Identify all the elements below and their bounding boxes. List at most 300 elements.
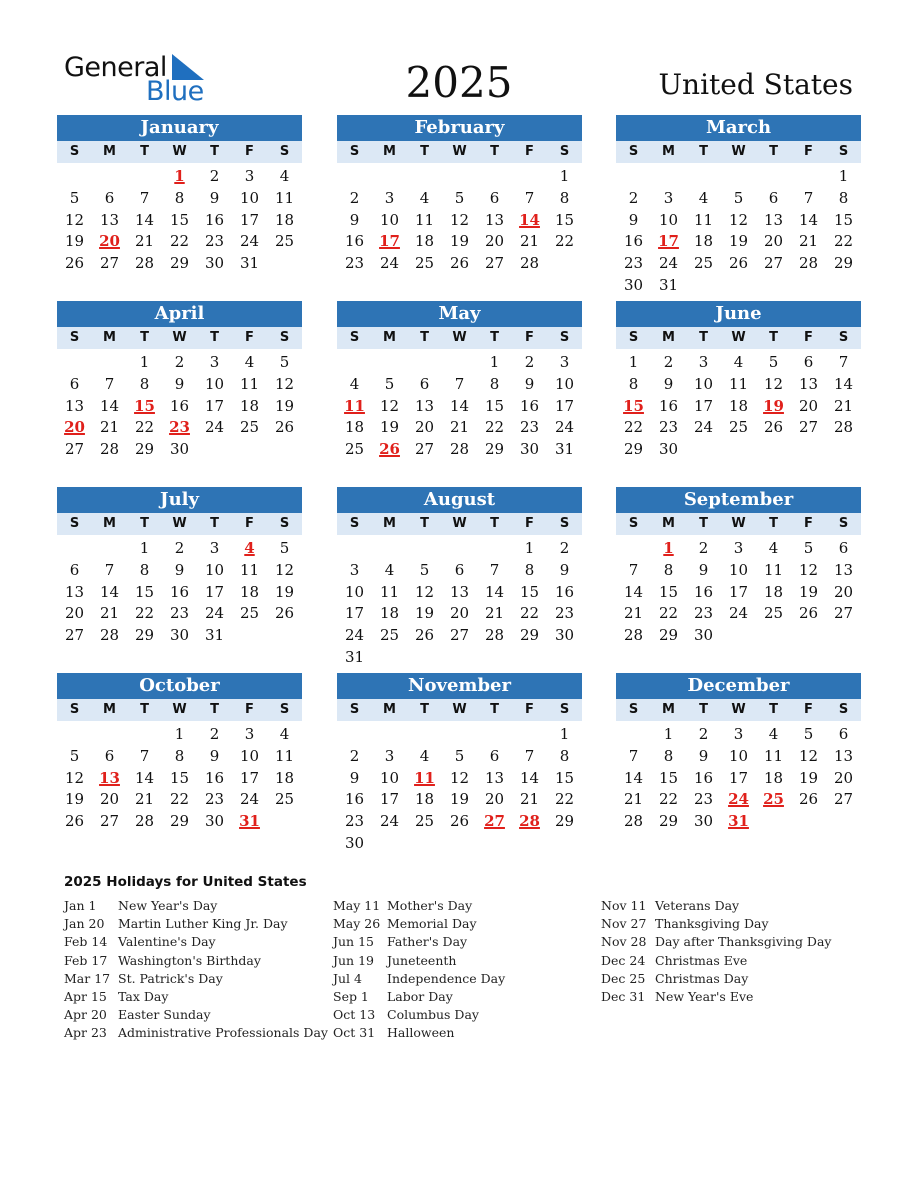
calendar-date: 4 bbox=[768, 725, 779, 743]
calendar-date: 22 bbox=[658, 604, 679, 623]
calendar-date: 8 bbox=[174, 188, 185, 207]
calendar-date: 11 bbox=[693, 210, 714, 229]
empty-cell bbox=[92, 166, 127, 188]
calendar-date: 9 bbox=[628, 210, 639, 229]
holiday-row bbox=[64, 1006, 328, 1024]
calendar-date: 17 bbox=[239, 768, 260, 787]
calendar-date: 8 bbox=[663, 746, 674, 765]
calendar-date: 3 bbox=[663, 188, 674, 207]
calendar-date: 11 bbox=[239, 560, 260, 579]
calendar-date: 23 bbox=[623, 254, 644, 273]
calendar-date: 29 bbox=[169, 812, 190, 831]
holiday-name: Washington's Birthday bbox=[118, 952, 261, 968]
empty-cell bbox=[756, 166, 791, 188]
weekday-label: S bbox=[559, 702, 570, 717]
weekday-label: S bbox=[69, 144, 80, 159]
calendar-date: 26 bbox=[414, 626, 435, 645]
calendar-date: 11 bbox=[274, 746, 295, 765]
calendar-date: 5 bbox=[419, 560, 430, 579]
calendar-date: 13 bbox=[833, 560, 854, 579]
calendar-date: 8 bbox=[524, 560, 535, 579]
calendar-date: 18 bbox=[379, 604, 400, 623]
calendar-date: 25 bbox=[239, 604, 260, 623]
calendar-date: 12 bbox=[379, 396, 400, 415]
country-name: United States bbox=[658, 68, 853, 101]
holiday-name: Columbus Day bbox=[387, 1007, 479, 1023]
weekday-label: W bbox=[452, 702, 467, 717]
holiday-date: 19 bbox=[763, 396, 784, 415]
calendar-date: 26 bbox=[449, 254, 470, 273]
holiday-name: Memorial Day bbox=[387, 916, 477, 932]
calendar-date: 24 bbox=[379, 812, 400, 831]
weekday-label: T bbox=[699, 516, 708, 531]
calendar-date: 18 bbox=[344, 418, 365, 437]
holiday-date-label: Nov 11 bbox=[601, 898, 647, 913]
calendar-date: 16 bbox=[344, 232, 365, 251]
calendar-date: 31 bbox=[239, 254, 260, 273]
empty-cell bbox=[477, 538, 512, 560]
empty-cell bbox=[407, 538, 442, 560]
calendar-date: 14 bbox=[623, 582, 644, 601]
calendar-date: 28 bbox=[449, 440, 470, 459]
calendar-date: 11 bbox=[763, 560, 784, 579]
calendar-date: 28 bbox=[623, 812, 644, 831]
weekday-label: M bbox=[383, 330, 396, 345]
calendar-date: 2 bbox=[209, 725, 220, 743]
weekday-label: T bbox=[490, 702, 499, 717]
holiday-date: 15 bbox=[134, 396, 155, 415]
holiday-name: Mother's Day bbox=[387, 898, 473, 913]
calendar-date: 8 bbox=[174, 746, 185, 765]
empty-cell bbox=[372, 166, 407, 188]
month-november bbox=[337, 673, 582, 855]
calendar-date: 16 bbox=[693, 768, 714, 787]
calendar-date: 31 bbox=[658, 275, 679, 294]
calendar-date: 22 bbox=[623, 418, 644, 437]
weekday-label: T bbox=[769, 516, 778, 531]
weekday-label: T bbox=[490, 330, 499, 345]
calendar-date: 8 bbox=[628, 374, 639, 393]
weekday-label: W bbox=[172, 516, 187, 531]
holiday-date: 28 bbox=[519, 812, 540, 831]
calendar-date: 27 bbox=[99, 812, 120, 831]
calendar-date: 4 bbox=[419, 188, 430, 207]
calendar-date: 28 bbox=[99, 440, 120, 459]
holiday-name: Martin Luther King Jr. Day bbox=[118, 916, 288, 932]
calendar-date: 18 bbox=[693, 232, 714, 251]
weekday-label: F bbox=[804, 702, 813, 717]
calendar-date: 10 bbox=[239, 188, 260, 207]
calendar-date: 20 bbox=[449, 604, 470, 623]
calendar-date: 2 bbox=[698, 725, 709, 743]
calendar-date: 25 bbox=[414, 254, 435, 273]
calendar-year: 2025 bbox=[405, 58, 513, 107]
calendar-date: 18 bbox=[239, 396, 260, 415]
calendar-date: 13 bbox=[449, 582, 470, 601]
calendar-date: 2 bbox=[174, 539, 185, 557]
holiday-date: 17 bbox=[658, 232, 679, 251]
weekday-label: S bbox=[69, 516, 80, 531]
calendar-date: 9 bbox=[559, 560, 570, 579]
calendar-date: 9 bbox=[698, 746, 709, 765]
holiday-date-label: Jun 19 bbox=[333, 952, 374, 968]
weekday-label: F bbox=[525, 144, 534, 159]
weekday-label: F bbox=[245, 144, 254, 159]
weekday-label: T bbox=[699, 702, 708, 717]
calendar-date: 7 bbox=[803, 188, 814, 207]
calendar-date: 29 bbox=[134, 626, 155, 645]
holiday-name: Juneteenth bbox=[387, 952, 457, 968]
weekday-label: T bbox=[420, 516, 429, 531]
weekday-label: S bbox=[628, 516, 639, 531]
calendar-date: 19 bbox=[274, 582, 295, 601]
calendar-date: 14 bbox=[798, 210, 819, 229]
holiday-date: 26 bbox=[379, 440, 400, 459]
calendar-date: 11 bbox=[728, 374, 749, 393]
holiday-date: 1 bbox=[663, 539, 674, 557]
calendar-date: 6 bbox=[838, 725, 849, 743]
calendar-date: 16 bbox=[554, 582, 575, 601]
calendar-date: 31 bbox=[204, 626, 225, 645]
weekday-label: S bbox=[559, 330, 570, 345]
calendar-date: 20 bbox=[833, 582, 854, 601]
calendar-date: 10 bbox=[344, 582, 365, 601]
calendar-date: 22 bbox=[519, 604, 540, 623]
calendar-date: 2 bbox=[698, 539, 709, 557]
calendar-date: 19 bbox=[64, 232, 85, 251]
weekday-label: W bbox=[452, 516, 467, 531]
calendar-date: 28 bbox=[134, 254, 155, 273]
empty-cell bbox=[337, 538, 372, 560]
holiday-name: New Year's Eve bbox=[655, 988, 754, 1004]
calendar-date: 10 bbox=[693, 374, 714, 393]
calendar-date: 26 bbox=[449, 812, 470, 831]
holiday-name: Easter Sunday bbox=[118, 1007, 211, 1023]
calendar-date: 23 bbox=[204, 790, 225, 809]
month-title: February bbox=[337, 115, 582, 141]
weekday-label: F bbox=[245, 516, 254, 531]
weekday-label: W bbox=[172, 144, 187, 159]
weekday-label: F bbox=[804, 330, 813, 345]
calendar-date: 10 bbox=[204, 560, 225, 579]
calendar-date: 1 bbox=[838, 167, 849, 185]
calendar-date: 5 bbox=[454, 746, 465, 765]
calendar-date: 29 bbox=[658, 812, 679, 831]
calendar-date: 22 bbox=[833, 232, 854, 251]
calendar-date: 15 bbox=[134, 582, 155, 601]
day-grid bbox=[337, 724, 582, 855]
calendar-date: 5 bbox=[279, 353, 290, 371]
calendar-date: 4 bbox=[698, 188, 709, 207]
calendar-date: 13 bbox=[833, 746, 854, 765]
holiday-date-label: Dec 25 bbox=[601, 970, 646, 986]
calendar-date: 28 bbox=[519, 254, 540, 273]
calendar-date: 13 bbox=[763, 210, 784, 229]
calendar-date: 28 bbox=[134, 812, 155, 831]
calendar-date: 25 bbox=[344, 440, 365, 459]
calendar-date: 19 bbox=[798, 582, 819, 601]
day-grid bbox=[616, 538, 861, 647]
month-march bbox=[616, 115, 861, 297]
calendar-date: 15 bbox=[554, 210, 575, 229]
day-grid bbox=[57, 166, 302, 275]
calendar-date: 10 bbox=[379, 768, 400, 787]
holiday-date-label: Nov 28 bbox=[601, 934, 647, 950]
calendar-date: 3 bbox=[384, 746, 395, 765]
calendar-date: 12 bbox=[798, 746, 819, 765]
weekday-label: T bbox=[140, 330, 149, 345]
calendar-date: 4 bbox=[279, 725, 290, 743]
calendar-date: 13 bbox=[64, 396, 85, 415]
empty-cell bbox=[337, 724, 372, 746]
month-october bbox=[57, 673, 302, 833]
calendar-date: 8 bbox=[139, 560, 150, 579]
calendar-date: 8 bbox=[559, 188, 570, 207]
calendar-date: 27 bbox=[99, 254, 120, 273]
calendar-date: 3 bbox=[244, 725, 255, 743]
weekday-label: M bbox=[662, 144, 675, 159]
calendar-date: 27 bbox=[833, 604, 854, 623]
holiday-date-label: May 26 bbox=[333, 916, 381, 932]
empty-cell bbox=[442, 166, 477, 188]
weekday-label: T bbox=[420, 330, 429, 345]
calendar-date: 13 bbox=[484, 768, 505, 787]
weekday-label: T bbox=[420, 144, 429, 159]
calendar-date: 4 bbox=[279, 167, 290, 185]
holiday-date-label: Oct 13 bbox=[333, 1007, 376, 1023]
holiday-date: 24 bbox=[728, 790, 749, 809]
weekday-label: M bbox=[383, 144, 396, 159]
calendar-date: 7 bbox=[139, 188, 150, 207]
weekday-label: W bbox=[731, 516, 746, 531]
calendar-date: 5 bbox=[384, 374, 395, 393]
calendar-date: 26 bbox=[64, 254, 85, 273]
weekday-header bbox=[337, 699, 582, 721]
holiday-date-label: Jul 4 bbox=[333, 970, 362, 986]
calendar-date: 25 bbox=[239, 418, 260, 437]
calendar-date: 21 bbox=[99, 418, 120, 437]
calendar-date: 22 bbox=[658, 790, 679, 809]
calendar-date: 2 bbox=[524, 353, 535, 371]
weekday-label: S bbox=[69, 330, 80, 345]
calendar-date: 6 bbox=[838, 539, 849, 557]
empty-cell bbox=[616, 538, 651, 560]
holiday-name: Thanksgiving Day bbox=[655, 916, 769, 932]
calendar-date: 13 bbox=[484, 210, 505, 229]
calendar-date: 17 bbox=[239, 210, 260, 229]
calendar-date: 30 bbox=[554, 626, 575, 645]
day-grid bbox=[57, 352, 302, 461]
calendar-date: 10 bbox=[379, 210, 400, 229]
month-title: September bbox=[616, 487, 861, 513]
calendar-date: 30 bbox=[658, 440, 679, 459]
calendar-date: 7 bbox=[524, 188, 535, 207]
holiday-date: 14 bbox=[519, 210, 540, 229]
calendar-date: 30 bbox=[204, 254, 225, 273]
holiday-name: Labor Day bbox=[387, 988, 453, 1004]
calendar-date: 16 bbox=[658, 396, 679, 415]
holiday-name: Tax Day bbox=[118, 988, 169, 1004]
calendar-date: 4 bbox=[768, 539, 779, 557]
calendar-date: 23 bbox=[693, 790, 714, 809]
calendar-date: 19 bbox=[379, 418, 400, 437]
calendar-date: 20 bbox=[763, 232, 784, 251]
calendar-date: 29 bbox=[169, 254, 190, 273]
calendar-date: 9 bbox=[209, 746, 220, 765]
day-grid bbox=[337, 166, 582, 275]
calendar-date: 10 bbox=[728, 560, 749, 579]
empty-cell bbox=[337, 166, 372, 188]
calendar-date: 8 bbox=[663, 560, 674, 579]
calendar-date: 22 bbox=[484, 418, 505, 437]
calendar-date: 21 bbox=[623, 790, 644, 809]
calendar-date: 25 bbox=[763, 604, 784, 623]
holiday-column bbox=[333, 897, 505, 1043]
empty-cell bbox=[372, 352, 407, 374]
calendar-date: 7 bbox=[524, 746, 535, 765]
holidays-title: 2025 Holidays for United States bbox=[64, 874, 307, 890]
calendar-date: 1 bbox=[174, 725, 185, 743]
day-grid bbox=[337, 538, 582, 669]
calendar-date: 15 bbox=[833, 210, 854, 229]
holiday-name: Administrative Professionals Day bbox=[118, 1025, 328, 1041]
calendar-date: 2 bbox=[349, 188, 360, 207]
calendar-date: 8 bbox=[838, 188, 849, 207]
calendar-date: 6 bbox=[104, 746, 115, 765]
weekday-label: T bbox=[699, 144, 708, 159]
holiday-row bbox=[333, 970, 505, 988]
calendar-date: 14 bbox=[134, 210, 155, 229]
calendar-date: 5 bbox=[768, 353, 779, 371]
holiday-name: New Year's Day bbox=[118, 898, 218, 913]
calendar-date: 23 bbox=[693, 604, 714, 623]
weekday-label: W bbox=[172, 330, 187, 345]
weekday-label: S bbox=[628, 330, 639, 345]
empty-cell bbox=[337, 352, 372, 374]
calendar-date: 26 bbox=[274, 604, 295, 623]
day-grid bbox=[57, 724, 302, 833]
calendar-date: 19 bbox=[449, 232, 470, 251]
calendar-date: 22 bbox=[169, 232, 190, 251]
holiday-date-label: Mar 17 bbox=[64, 970, 111, 986]
weekday-header bbox=[337, 141, 582, 163]
holiday-date: 1 bbox=[174, 167, 185, 185]
holiday-row bbox=[333, 933, 505, 951]
weekday-label: T bbox=[699, 330, 708, 345]
calendar-date: 23 bbox=[169, 604, 190, 623]
calendar-date: 19 bbox=[274, 396, 295, 415]
weekday-label: S bbox=[628, 144, 639, 159]
holiday-row bbox=[601, 897, 831, 915]
weekday-label: S bbox=[838, 702, 849, 717]
calendar-date: 26 bbox=[798, 790, 819, 809]
calendar-date: 18 bbox=[414, 232, 435, 251]
weekday-label: M bbox=[383, 702, 396, 717]
empty-cell bbox=[442, 352, 477, 374]
calendar-date: 12 bbox=[64, 210, 85, 229]
calendar-date: 19 bbox=[728, 232, 749, 251]
calendar-date: 31 bbox=[554, 440, 575, 459]
weekday-label: W bbox=[731, 144, 746, 159]
calendar-date: 22 bbox=[554, 790, 575, 809]
calendar-date: 11 bbox=[414, 210, 435, 229]
calendar-date: 10 bbox=[728, 746, 749, 765]
calendar-date: 6 bbox=[489, 188, 500, 207]
calendar-date: 25 bbox=[379, 626, 400, 645]
logo-text-general: General bbox=[64, 52, 167, 83]
calendar-date: 21 bbox=[623, 604, 644, 623]
holiday-row bbox=[601, 970, 831, 988]
calendar-date: 18 bbox=[414, 790, 435, 809]
calendar-date: 27 bbox=[64, 440, 85, 459]
calendar-date: 30 bbox=[169, 440, 190, 459]
calendar-date: 22 bbox=[134, 418, 155, 437]
calendar-date: 9 bbox=[663, 374, 674, 393]
calendar-date: 21 bbox=[134, 790, 155, 809]
calendar-date: 3 bbox=[698, 353, 709, 371]
weekday-label: S bbox=[349, 330, 360, 345]
weekday-label: T bbox=[420, 702, 429, 717]
calendar-date: 15 bbox=[658, 582, 679, 601]
calendar-date: 19 bbox=[449, 790, 470, 809]
calendar-date: 26 bbox=[763, 418, 784, 437]
calendar-date: 24 bbox=[658, 254, 679, 273]
calendar-date: 15 bbox=[169, 210, 190, 229]
month-january bbox=[57, 115, 302, 275]
weekday-header bbox=[616, 513, 861, 535]
holiday-date: 27 bbox=[484, 812, 505, 831]
calendar-date: 23 bbox=[344, 812, 365, 831]
calendar-date: 9 bbox=[524, 374, 535, 393]
calendar-date: 19 bbox=[798, 768, 819, 787]
empty-cell bbox=[372, 538, 407, 560]
calendar-date: 21 bbox=[519, 790, 540, 809]
holiday-date-label: Jan 20 bbox=[64, 916, 105, 932]
holiday-date-label: Jun 15 bbox=[333, 934, 374, 950]
calendar-date: 24 bbox=[239, 790, 260, 809]
calendar-date: 27 bbox=[833, 790, 854, 809]
calendar-date: 30 bbox=[169, 626, 190, 645]
month-title: April bbox=[57, 301, 302, 327]
calendar-date: 17 bbox=[693, 396, 714, 415]
empty-cell bbox=[442, 538, 477, 560]
calendar-date: 15 bbox=[169, 768, 190, 787]
weekday-label: M bbox=[662, 702, 675, 717]
calendar-date: 12 bbox=[449, 210, 470, 229]
empty-cell bbox=[92, 352, 127, 374]
calendar-date: 27 bbox=[763, 254, 784, 273]
holiday-date-label: Jan 1 bbox=[64, 898, 97, 913]
calendar-date: 15 bbox=[484, 396, 505, 415]
calendar-date: 9 bbox=[698, 560, 709, 579]
calendar-date: 15 bbox=[554, 768, 575, 787]
calendar-date: 7 bbox=[838, 353, 849, 371]
weekday-label: W bbox=[172, 702, 187, 717]
calendar-date: 5 bbox=[454, 188, 465, 207]
calendar-date: 5 bbox=[733, 188, 744, 207]
calendar-date: 8 bbox=[139, 374, 150, 393]
calendar-date: 3 bbox=[384, 188, 395, 207]
calendar-date: 24 bbox=[344, 626, 365, 645]
calendar-date: 19 bbox=[414, 604, 435, 623]
calendar-date: 4 bbox=[244, 353, 255, 371]
month-title: January bbox=[57, 115, 302, 141]
calendar-date: 9 bbox=[174, 560, 185, 579]
holiday-row bbox=[333, 988, 505, 1006]
weekday-label: W bbox=[731, 330, 746, 345]
holiday-name: Halloween bbox=[387, 1025, 455, 1041]
month-april bbox=[57, 301, 302, 461]
